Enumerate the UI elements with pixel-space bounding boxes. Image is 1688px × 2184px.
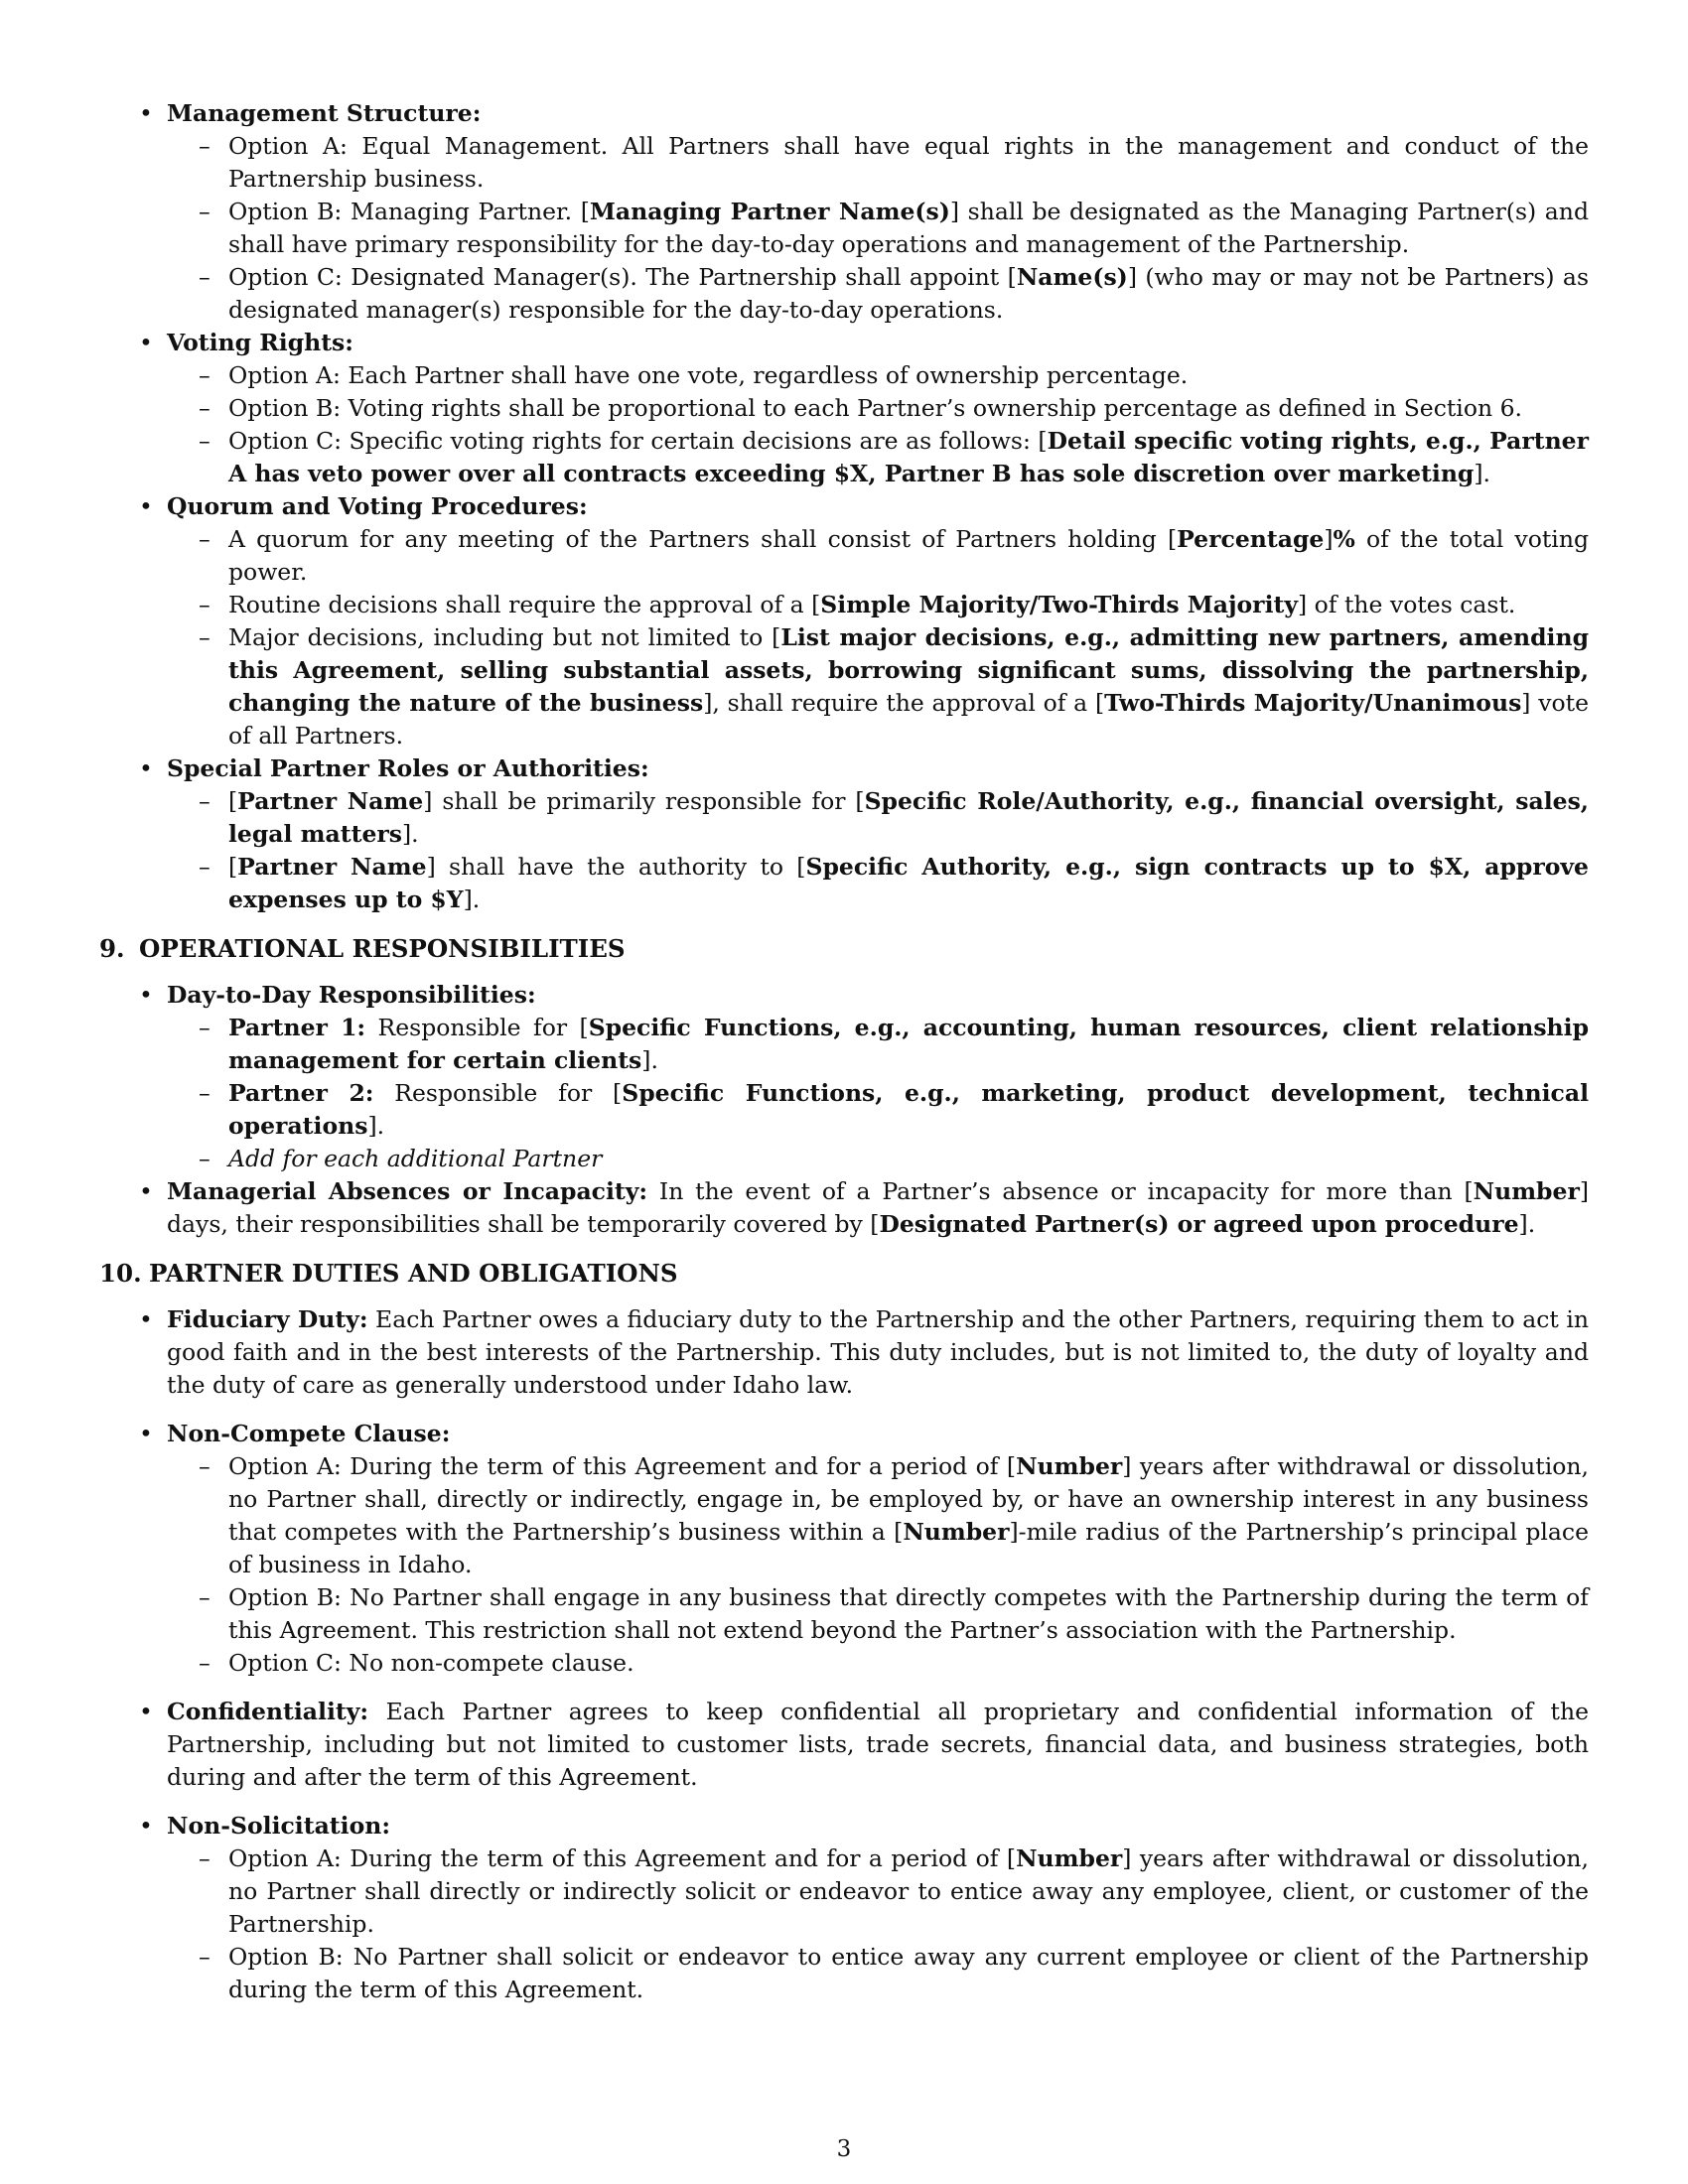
additional-partner-note: – Add for each additional Partner — [228, 1143, 1589, 1175]
special-role-1: – [Partner Name] shall be primarily responsible for [Specific Role/Authority, e.g., financial oversight, sales, legal matters]. — [228, 785, 1589, 851]
partner-2-responsibilities: – Partner 2: Responsible for [Specific Functions, e.g., marketing, product development, technical operations]. — [228, 1077, 1589, 1143]
fiduciary-duty-item: • Fiduciary Duty: Each Partner owes a fiduciary duty to the Partnership and the other Partners, requiring them to act in good faith and in the best interests of the Partnership. This duty includes, but is not limited to, the duty of loyalty and the duty of care as generally understood under Idaho law. — [167, 1303, 1589, 1402]
section-10-heading: 10. PARTNER DUTIES AND OBLIGATIONS — [99, 1259, 678, 1288]
day-to-day-item — [167, 979, 1589, 1175]
partner-1-responsibilities: – Partner 1: Responsible for [Specific Functions, e.g., accounting, human resources, client relationship management for certain clients]. — [228, 1012, 1589, 1077]
quorum-item — [167, 490, 1589, 752]
non-compete-option-a: – Option A: During the term of this Agreement and for a period of [Number] years after withdrawal or dissolution, no Partner shall, directly or indirectly, engage in, be employed by, or have an ownership interest in any business that competes with the Partnership’s business within a [Number]-mile radius of the Partnership’s principal place of business in Idaho. — [228, 1450, 1589, 1581]
non-compete-option-b: – Option B: No Partner shall engage in any business that directly competes with the Partnership during the term of this Agreement. This restriction shall not extend beyond the Partner’s association with the Partnership. — [228, 1581, 1589, 1647]
management-structure-item — [167, 97, 1589, 327]
quorum-definition: – A quorum for any meeting of the Partners shall consist of Partners holding [Percentage]% of the total voting power. — [228, 523, 1589, 589]
section-10-list — [99, 1303, 1589, 2006]
confidentiality-item: • Confidentiality: Each Partner agrees to keep confidential all proprietary and confidential information of the Partnership, including but not limited to customer lists, trade secrets, financial data, and business strategies, both during and after the term of this Agreement. — [167, 1696, 1589, 1794]
routine-decisions: – Routine decisions shall require the approval of a [Simple Majority/Two-Thirds Majority] of the votes cast. — [228, 589, 1589, 621]
non-compete-heading: Non-Compete Clause: — [167, 1420, 451, 1447]
voting-option-c: – Option C: Specific voting rights for certain decisions are as follows: [Detail specific voting rights, e.g., Partner A has veto power over all contracts exceeding $X, Partner B has sole discretion over marketing]. — [228, 425, 1589, 490]
special-roles-heading: Special Partner Roles or Authorities: — [167, 754, 649, 782]
special-role-2: – [Partner Name] shall have the authority to [Specific Authority, e.g., sign contracts up to $X, approve expenses up to $Y]. — [228, 851, 1589, 916]
quorum-heading: Quorum and Voting Procedures: — [167, 492, 588, 520]
non-solicitation-option-b: – Option B: No Partner shall solicit or endeavor to entice away any current employee or client of the Partnership during the term of this Agreement. — [228, 1941, 1589, 2006]
section-9-heading: 9. OPERATIONAL RESPONSIBILITIES — [99, 934, 626, 963]
management-structure-heading: Management Structure: — [167, 99, 482, 127]
day-to-day-heading: Day-to-Day Responsibilities: — [167, 981, 536, 1009]
voting-option-b: – Option B: Voting rights shall be proportional to each Partner’s ownership percentage as defined in Section 6. — [228, 392, 1589, 425]
non-solicitation-heading: Non-Solicitation: — [167, 1812, 391, 1840]
managerial-absences-item: • Managerial Absences or Incapacity: In the event of a Partner’s absence or incapacity for more than [Number] days, their responsibilities shall be temporarily covered by [Designated Partner(s) or agreed upon procedure]. — [167, 1175, 1589, 1241]
voting-option-a: – Option A: Each Partner shall have one vote, regardless of ownership percentage. — [228, 359, 1589, 392]
document-page — [99, 97, 1589, 2006]
section-9-list — [99, 979, 1589, 1241]
management-option-a: – Option A: Equal Management. All Partners shall have equal rights in the management and conduct of the Partnership business. — [228, 130, 1589, 196]
voting-rights-item — [167, 327, 1589, 490]
non-compete-option-c: – Option C: No non-compete clause. — [228, 1647, 1589, 1680]
page-number: 3 — [836, 2136, 852, 2162]
special-roles-item — [167, 752, 1589, 916]
management-option-b: – Option B: Managing Partner. [Managing Partner Name(s)] shall be designated as the Managing Partner(s) and shall have primary responsibility for the day-to-day operations and management of the Partnership. — [228, 196, 1589, 261]
major-decisions: – Major decisions, including but not limited to [List major decisions, e.g., admitting new partners, amending this Agreement, selling substantial assets, borrowing significant sums, dissolving the partnership, changing the nature of the business], shall require the approval of a [Two-Thirds Majority/Unanimous] vote of all Partners. — [228, 621, 1589, 752]
non-solicitation-option-a: – Option A: During the term of this Agreement and for a period of [Number] years after withdrawal or dissolution, no Partner shall directly or indirectly solicit or endeavor to entice away any employee, client, or customer of the Partnership. — [228, 1843, 1589, 1941]
voting-rights-heading: Voting Rights: — [167, 329, 353, 356]
non-compete-item — [167, 1418, 1589, 1680]
non-solicitation-item — [167, 1810, 1589, 2006]
management-option-c: – Option C: Designated Manager(s). The Partnership shall appoint [Name(s)] (who may or may not be Partners) as designated manager(s) responsible for the day-to-day operations. — [228, 261, 1589, 327]
management-list — [99, 97, 1589, 916]
